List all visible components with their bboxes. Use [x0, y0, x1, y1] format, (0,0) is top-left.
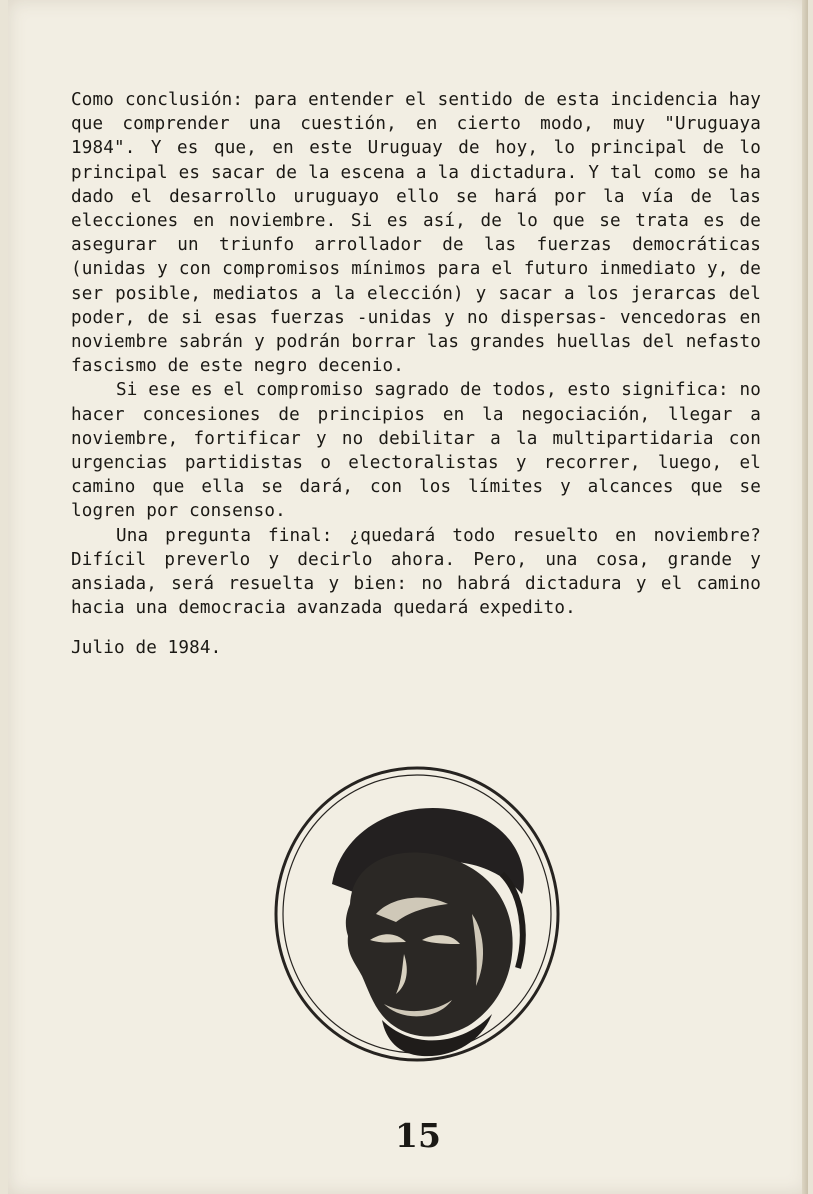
date-line: Julio de 1984. [71, 638, 222, 659]
page-edge [802, 0, 808, 1194]
paragraph-commitment: Si ese es el compromiso sagrado de todos, esto significa: no hacer concesiones de principios en la negociación, llegar a noviembre, fortificar y no debilitar a la multipartidaria con urgencias partidistas o electoralistas y recorrer, luego, el camino que ella se dará, con los límites y alcances que se logren por consenso. [71, 380, 761, 522]
page-number: 15 [395, 1116, 441, 1155]
paragraph-final-question: Una pregunta final: ¿quedará todo resuelto en noviembre? Difícil preverlo y decirlo ahora. Pero, una cosa, grande y ansiada, será resuelta y bien: no habrá dictadura y el camino hacia una democracia avanzada quedará expedito. [71, 525, 761, 619]
article-body [71, 88, 761, 661]
portrait-seal-icon [272, 764, 562, 1064]
document-page [8, 0, 808, 1194]
paragraph-conclusion: Como conclusión: para entender el sentido de esta incidencia hay que comprender una cuestión, en cierto modo, muy "Uruguaya 1984". Y es que, en este Uruguay de hoy, lo principal de lo principal es sacar de la escena a la dictadura. Y tal como se ha dado el desarrollo uruguayo ello se hará por la vía de las elecciones en noviembre. Si es así, de lo que se trata es de asegurar un triunfo arrollador de las fuerzas democráticas (unidas y con compromisos mínimos para el futuro inmediato y, de ser posible, mediatos a la elección) y sacar a los jerarcas del poder, de si esas fuerzas -unidas y no dispersas- vencedoras en noviembre sabrán y podrán borrar las grandes huellas del nefasto fascismo de este negro decenio. [71, 90, 761, 377]
